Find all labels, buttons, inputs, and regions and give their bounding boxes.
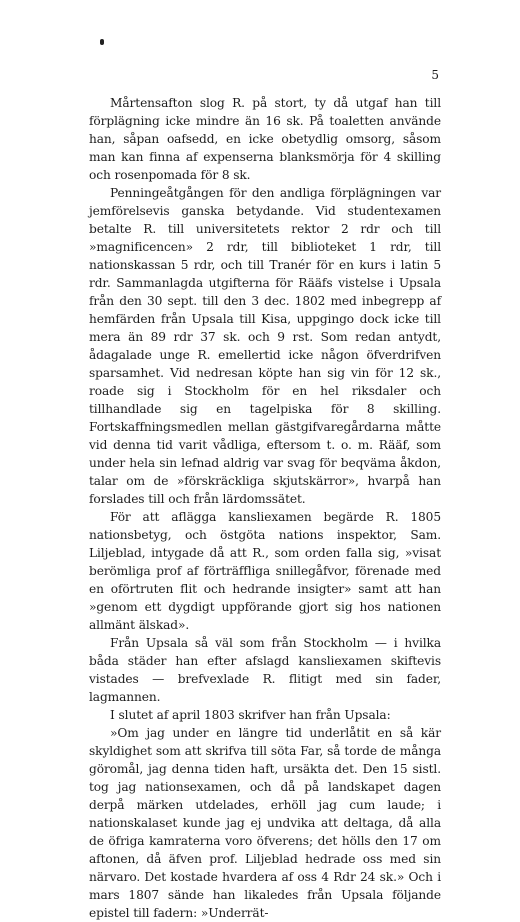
body-text	[89, 94, 441, 922]
page-number: 5	[431, 68, 439, 82]
paragraph-kansliexamen: För att aflägga kansliexamen begärde R. 1805 nationsbetyg, och östgöta nations inspektor, Sam. Liljeblad, intygade då att R., som orden falla sig, »visat berömliga prof af förträffliga snillegåfvor, förenade med en oförtruten flit och hedrande insigter» samt att han »genom ett dygdigt uppförande gjort sig hos nationen allmänt älskad».	[89, 510, 441, 632]
paragraph-brefvexling: Från Upsala så väl som från Stockholm — i hvilka båda städer han efter afslagd kansliexamen skiftevis vistades — brefvexlade R. flitigt med sin fader, lagmannen.	[89, 636, 441, 704]
paragraph-martensafton: Mårtensafton slog R. på stort, ty då utgaf han till förplägning icke mindre än 16 sk. På toaletten använde han, såpan oafsedd, en icke obetydlig omsorg, såsom man kan finna af expenserna blanksmörja för 4 skilling och rosenpomada för 8 sk.	[89, 96, 441, 182]
paragraph-letter-quote: »Om jag under en längre tid underlåtit en så kär skyldighet som att skrifva till söta Far, så torde de många göromål, jag denna tiden haft, ursäkta det. Den 15 sistl. tog jag nationsexamen, och då på landskapet dagen derpå märken utdelades, erhöll jag cum laude; i nationskalaset kunde jag ej undvika att deltaga, då alla de öfriga kamraterna voro öfverens; det hölls den 17 om aftonen, då äfven prof. Liljeblad hedrade oss med sin närvaro. Det kostade hvardera af oss 4 Rdr 24 sk.» Och i mars 1807 sände han likaledes från Upsala följande epistel till fadern: »Underrät-	[89, 726, 441, 920]
ink-speck	[100, 39, 104, 45]
paragraph-april-1803: I slutet af april 1803 skrifver han från Upsala:	[110, 708, 391, 722]
paragraph-penningeatgangen: Penningeåtgången för den andliga förplägningen var jemförelsevis ganska betydande. Vid studentexamen betalte R. till universitetets rektor 2 rdr och till »magnificencen» 2 rdr, till biblioteket 1 rdr, till nationskassan 5 rdr, och till Tranér för en kurs i latin 5 rdr. Sammanlagda utgifterna för Rääfs vistelse i Upsala från den 30 sept. till den 3 dec. 1802 med inbegrepp af hemfärden från Upsala till Kisa, uppgingo dock icke till mera än 89 rdr 37 sk. och 9 rst. Som redan antydt, ådagalade unge R. emellertid icke någon öfverdrifven sparsamhet. Vid nedresan köpte han sig vin för 12 sk., roade sig i Stockholm för en hel riksdaler och tillhandlade sig en tagelpiska för 8 skilling. Fortskaffningsmedlen mellan gästgifvaregårdarna måtte vid denna tid varit vådliga, eftersom t. o. m. Rääf, som under hela sin lefnad aldrig var svag för beqväma åkdon, talar om de »förskräckliga skjutskärror», hvarpå han forslades till och från lärdomssätet.	[89, 186, 441, 506]
